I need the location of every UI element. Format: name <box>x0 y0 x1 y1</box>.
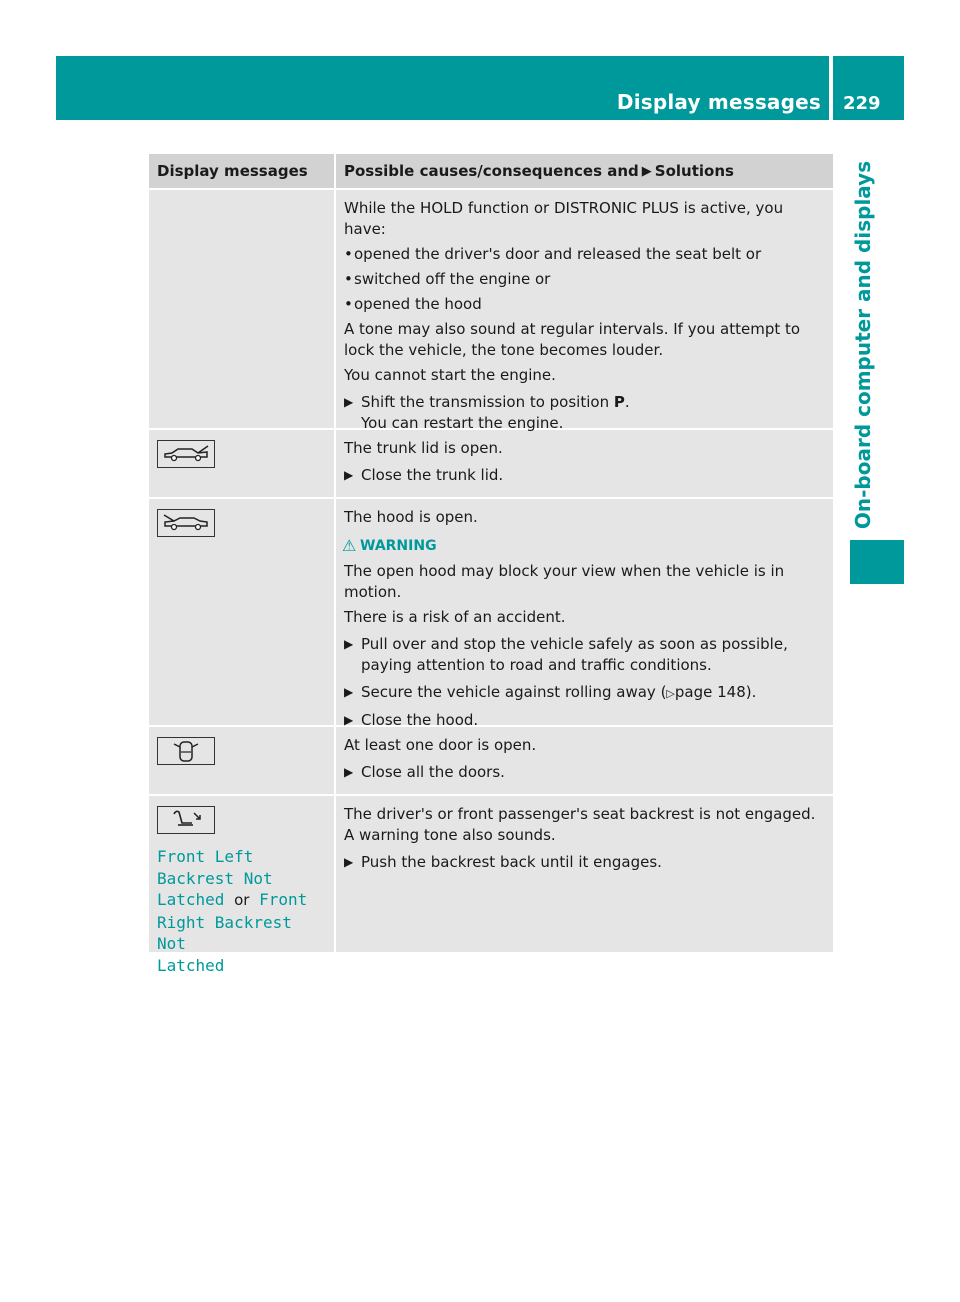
table-row <box>149 725 833 794</box>
solution-cell: While the HOLD function or DISTRONIC PLUS is active, you have: • opened the driver's door and released the seat belt or • switched off the engine or • opened the hood A tone may also sound at regular intervals. If you attempt to lock the vehicle, the tone becomes louder. You cannot start the engine. ▶ Shift the transmission to position P. You can restart the engine. <box>334 190 833 428</box>
page-number: 229 <box>843 93 881 114</box>
table-row <box>149 188 833 432</box>
table-header-row <box>149 154 833 188</box>
instruction-step: ▶ Pull over and stop the vehicle safely as soon as possible, paying attention to road and traffic conditions. <box>344 635 788 674</box>
header-bar <box>56 56 829 120</box>
message-cell <box>149 190 334 428</box>
instruction-step: ▶ Push the backrest back until it engages. <box>344 853 662 871</box>
door-open-icon <box>157 737 215 765</box>
display-message-text: Front Left Backrest Not Latched or Front Right Backrest Not Latched <box>157 847 308 975</box>
step-arrow-icon: ▶ <box>344 468 354 482</box>
step-arrow-icon: ▶ <box>344 765 354 779</box>
step-arrow-icon: ▶ <box>344 637 354 651</box>
step-arrow-icon: ▶ <box>344 713 354 727</box>
page-number-box <box>833 56 904 120</box>
message-cell <box>149 796 334 975</box>
instruction-step: ▶ Close the hood. <box>344 711 479 729</box>
trunk-open-icon <box>157 440 215 468</box>
list-item: • switched off the engine or <box>344 269 825 290</box>
instruction-step: ▶ Close the trunk lid. <box>344 466 504 484</box>
col-header-messages: Display messages <box>149 154 334 188</box>
instruction-step: ▶ Close all the doors. <box>344 763 505 781</box>
solution-cell: The trunk lid is open. ▶ Close the trunk lid. <box>334 430 833 497</box>
side-tab-label: On-board computer and displays <box>851 160 876 530</box>
seat-backrest-icon <box>157 806 215 834</box>
table-row <box>149 497 833 729</box>
solution-cell: The driver's or front passenger's seat backrest is not engaged. A warning tone also sounds. ▶ Push the backrest back until it engages. <box>334 796 833 952</box>
list-item: • opened the driver's door and released the seat belt or <box>344 244 825 265</box>
step-arrow-icon: ▶ <box>344 395 354 409</box>
col-header-solutions: Possible causes/consequences and ▶ Solutions <box>334 154 833 188</box>
table-row <box>149 794 833 975</box>
message-cell <box>149 499 334 725</box>
message-cell <box>149 727 334 794</box>
instruction-step: ▶ Shift the transmission to position P. <box>344 393 630 411</box>
list-item: • opened the hood <box>344 294 825 315</box>
step-arrow-icon: ▶ <box>344 685 354 699</box>
side-tab <box>850 160 876 530</box>
step-arrow-icon: ▶ <box>344 855 354 869</box>
play-arrow-icon: ▶ <box>641 163 652 179</box>
side-tab-marker <box>850 540 904 584</box>
page-reference-icon: ▷ <box>666 687 675 700</box>
warning-triangle-icon: ⚠ <box>342 536 357 555</box>
solution-cell: The hood is open. ⚠ WARNING The open hood may block your view when the vehicle is in motion. There is a risk of an accident. ▶ Pull over and stop the vehicle safely as soon as possible, paying attention to road and traffic conditions. ▶ Secure the vehicle against rolling away (▷page 148). ▶ Close the hood. <box>334 499 833 725</box>
hood-open-icon <box>157 509 215 537</box>
message-cell <box>149 430 334 497</box>
table-row <box>149 428 833 497</box>
warning-heading: ⚠ WARNING <box>342 536 437 555</box>
instruction-step: ▶ Secure the vehicle against rolling away (▷page 148). <box>344 683 757 701</box>
page-title: Display messages <box>616 90 821 114</box>
page-reference-link[interactable]: page 148). <box>674 683 757 701</box>
solution-cell: At least one door is open. ▶ Close all the doors. <box>334 727 833 794</box>
display-messages-table <box>149 154 833 975</box>
